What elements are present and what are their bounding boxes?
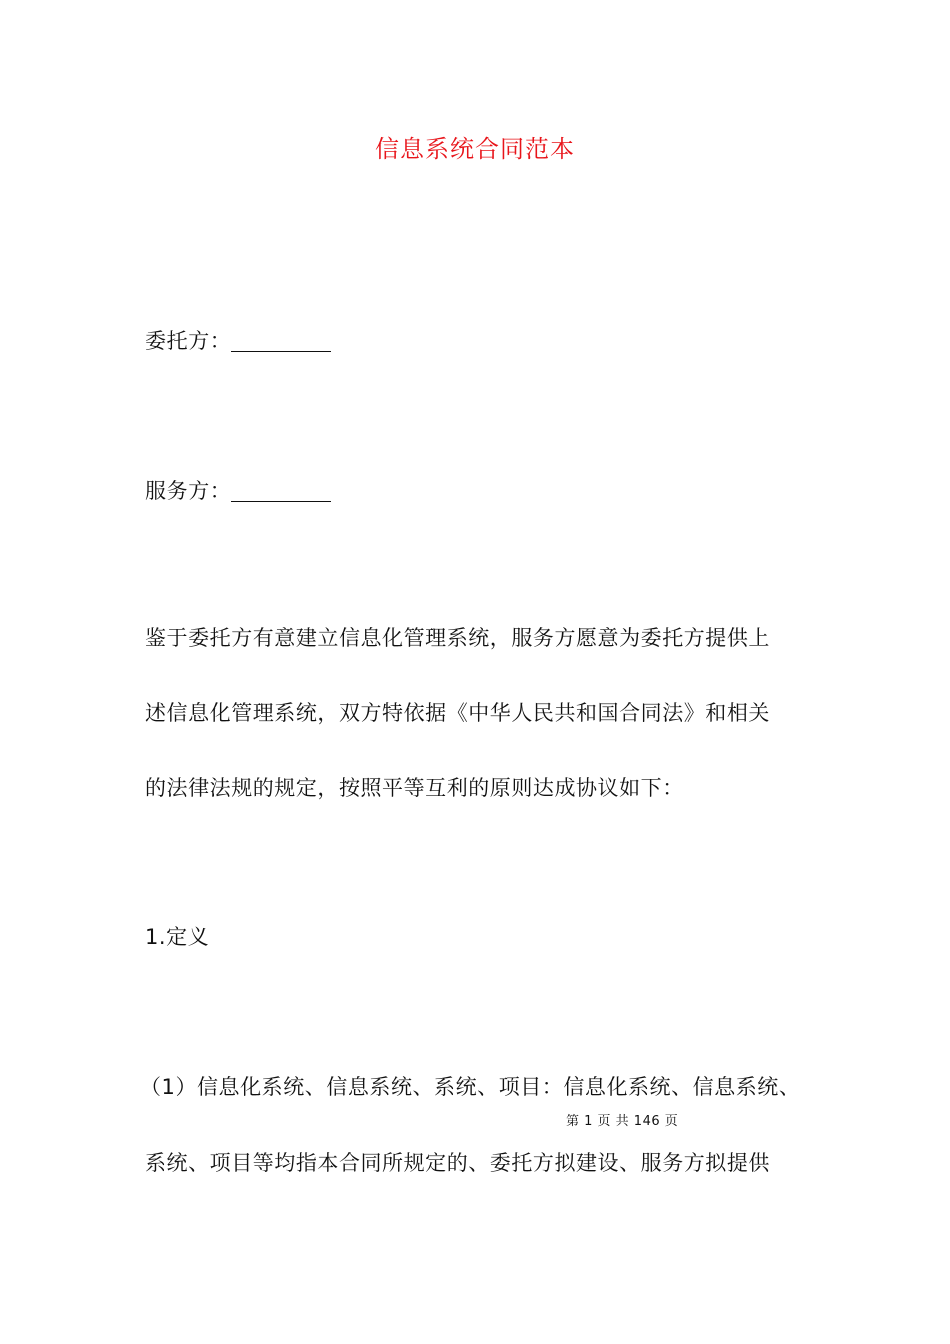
- section-heading-definitions: 1.定义: [145, 925, 210, 949]
- document-title: 信息系统合同范本: [375, 135, 575, 163]
- preamble-line-1: 鉴于委托方有意建立信息化管理系统，服务方愿意为委托方提供上: [145, 626, 770, 650]
- client-party-line: [145, 326, 331, 356]
- definition-item-line-1: （1）信息化系统、信息系统、系统、项目：信息化系统、信息系统、: [140, 1075, 801, 1099]
- client-label: 委托方：: [145, 329, 232, 353]
- provider-party-line: [145, 476, 331, 506]
- client-name-blank: [231, 329, 331, 352]
- page-number-footer: 第 1 页 共 146 页: [566, 1114, 679, 1129]
- provider-label: 服务方：: [145, 479, 232, 503]
- provider-name-blank: [231, 479, 331, 502]
- preamble-line-3: 的法律法规的规定，按照平等互利的原则达成协议如下：: [145, 776, 684, 800]
- definition-item-line-2: 系统、项目等均指本合同所规定的、委托方拟建设、服务方拟提供: [145, 1151, 770, 1175]
- preamble-line-2: 述信息化管理系统，双方特依据《中华人民共和国合同法》和相关: [145, 701, 770, 725]
